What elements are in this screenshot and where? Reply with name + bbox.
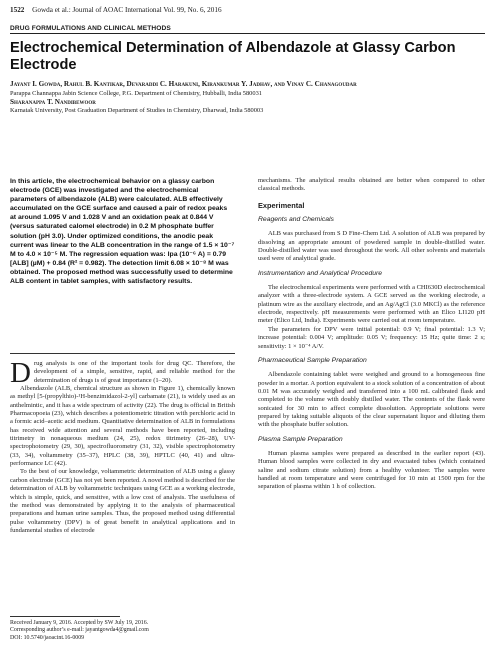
author-line-2: Sharanappa T. Nandibewoor: [10, 97, 96, 106]
heading-reagents: Reagents and Chemicals: [258, 216, 334, 224]
footnote: [10, 620, 240, 642]
article-title: Electrochemical Determination of Albendazole at Glassy Carbon Electrode: [10, 40, 456, 73]
received-dates: Received January 9, 2016. Accepted by SW July 19, 2016.: [10, 620, 149, 626]
author-line-1: Jayant I. Gowda, Rahul B. Kantikar, Devaraddi C. Harakuni, Kirankumar Y. Jadhav, and Vinay C. Chanagoudar: [10, 80, 357, 88]
running-header: [10, 6, 485, 14]
footnote-rule: [10, 616, 120, 617]
doi: DOI: 10.5740/jaoacint.16-0009: [10, 634, 85, 641]
right-column: [258, 177, 485, 492]
abstract-rule: [10, 353, 235, 354]
section-tag: DRUG FORMULATIONS AND CLINICAL METHODS: [10, 25, 171, 32]
header-rule: [10, 33, 485, 34]
heading-pharmaceutical: Pharmaceutical Sample Preparation: [258, 356, 367, 364]
pharmaceutical-paragraph: Albendazole containing tablet were weighed and ground to a homogeneous fine powder in a mortar. A portion equivalent to a stock solution of a concentration of about 0.01 M was accurately weighed and transferred into a 100 mL calibrated flask and completed to the volume with doubly distilled water. The contents of the flask were sonicated for 30 min to affect complete dissolution. Appropriate solutions were prepared by taking suitable aliquots of the clear supernatant liquor and diluting them with the phosphate buffer solution.: [258, 371, 485, 429]
drop-cap: D: [10, 357, 31, 389]
corresponding-email: Corresponding author’s e-mail: jayantgowda4@gmail.com: [10, 627, 149, 634]
heading-experimental: Experimental: [258, 200, 305, 210]
intro-paragraph-1-text: rug analysis is one of the important tools for drug QC. Therefore, the development of a simple, sensitive, rapid, and reliable method for the determination of drugs is of great importance (1–20).: [33, 360, 235, 384]
affiliation-2: Karnatak University, Post Graduation Department of Studies in Chemistry, Dharwad, India 580003: [10, 107, 264, 115]
reagents-paragraph: ALB was purchased from S D Fine-Chem Ltd. A solution of ALB was prepared by dissolving an appropriate amount of powdered sample in double-distilled water. Double-distilled water was used throughout the work. All other solvents and materials used were of analytical grade.: [258, 230, 485, 263]
heading-instrumentation: Instrumentation and Analytical Procedure: [258, 269, 383, 277]
intro-paragraph-3: To the best of our knowledge, voltammetric determination of ALB using a glassy carbon electrode (GCE) has not yet been reported. A novel method is described for the determination of ALB by voltammetric techniques using GCE as a working electrode, which is simple, quick, and sensitive, with a low cost of analysis. The usefulness of the method was demonstrated by applying it to the analysis of pharmaceutical preparations and human urine samples. Thus, the proposed method using differential pulse voltammetry (DPV) is of great benefit in analytical applications and in fundamental studies of electrode: [10, 468, 235, 534]
page-number: 1522: [10, 6, 25, 14]
intro-paragraph-1: [10, 357, 235, 389]
continued-paragraph: mechanisms. The analytical results obtained are better when compared to other classical methods.: [258, 177, 485, 193]
instrumentation-paragraph-1: The electrochemical experiments were performed with a CHI630D electrochemical analyzer with a three-electrode system. A GCE served as the working electrode, a platinum wire as the auxiliary electrode, and an Ag/AgCl (3.0 MKCl) as the reference electrode, respectively. pH measurements were performed with an Elico LI120 pH meter (Elico Ltd, India). Experiments were carried out at room temperature.: [258, 284, 485, 325]
left-column: [10, 357, 235, 535]
abstract: In this article, the electrochemical behavior on a glassy carbon electrode (GCE) was investigated and the electrochemical parameters of albendazole (ALB) were calculated. ALB effectively accumulated on the GCE surface and caused a pair of redox peaks at around 1.095 V and 1.028 V and an oxidation peak at 0.844 V (versus saturated calomel electrode) in 0.2 M phosphate buffer solution (pH 3.0). Under optimized conditions, the anodic peak current was linear to the ALB concentration in the range of 1.5 × 10⁻⁷ M to 4.0 × 10⁻⁵ M. The regression equation was: Ipa (10⁻⁶ A) = 0.79 [ALB] (µM) + 0.84 (R² = 0.982). The detection limit 6.08 × 10⁻⁸ M was obtained. The proposed method was successfully used to determine ALB content in tablet samples, with satisfactory results.: [10, 178, 235, 286]
instrumentation-paragraph-2: The parameters for DPV were initial potential: 0.9 V; final potential: 1.3 V; increase potential: 0.004 V; amplitude: 0.05 V; frequency: 15 Hz; quite time: 2 s; sensitivity: 1 × 10⁻⁴ A/V.: [258, 325, 485, 350]
heading-plasma: Plasma Sample Preparation: [258, 435, 343, 443]
running-title: Gowda et al.: Journal of AOAC International Vol. 99, No. 6, 2016: [32, 6, 222, 14]
author-block: [10, 80, 480, 115]
plasma-paragraph: Human plasma samples were prepared as described in the earlier report (43). Human blood samples were collected in dry and evacuated tubes (which contained saline and sodium citrate solution) from a healthy volunteer. The samples were handled at room temperature and were centrifuged for 10 min at 1500 rpm for the separation of plasma within 1 h of collection.: [258, 449, 485, 491]
affiliation-1: Parappa Channappa Jabin Science College, P.G. Department of Chemistry, Hubballi, India 580031: [10, 89, 262, 97]
intro-paragraph-2: Albendazole (ALB, chemical structure as shown in Figure 1), chemically known as methyl [5-(propylthio)-¹H-benzimidazol-2-yl] carbamate (21), is widely used as an anthelmintic, and it has a wide spectrum of activity (22). The drug is official in British Pharmacopoeia (23), which describes a potentiometric titration with perchloric acid in a formic acid–acetic acid medium. Quantitative determination of ALB in formulations has received wide attention and several methods have been reported, including titrimetry in nonaqueous medium (24, 25), redox titrimetry (26–28), UV-spectrophotometry (29, 30), spectrofluorometry (31, 32), visible spectrophotometry (33, 34), voltammetry (35–37), HPLC (38, 39), HPTLC (40, 41) and ultra-performance LC (42).: [10, 385, 235, 468]
